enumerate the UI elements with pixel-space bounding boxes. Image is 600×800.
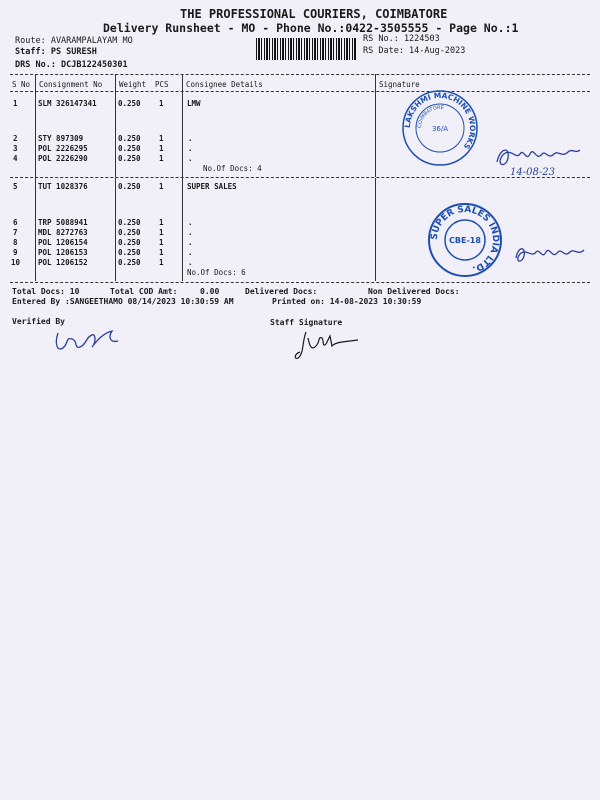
route-label: Route: AVARAMPALAYAM MO	[15, 36, 133, 46]
row-pcs: 1	[159, 154, 164, 163]
staff-signature-label: Staff Signature	[270, 318, 343, 327]
staff-signature	[292, 328, 362, 362]
row-sno: 10	[11, 258, 21, 267]
lmw-stamp	[400, 88, 480, 168]
col-divider-1b	[35, 178, 36, 281]
row-weight: 0.250	[118, 218, 141, 227]
verified-by-label: Verified By	[12, 317, 65, 326]
row-details: LMW	[187, 99, 201, 108]
row-weight: 0.250	[118, 248, 141, 257]
row-weight: 0.250	[118, 258, 141, 267]
lmw-stamp-center: 36/A	[431, 125, 449, 133]
row-weight: 0.250	[118, 228, 141, 237]
row-pcs: 1	[159, 238, 164, 247]
row-weight: 0.250	[118, 99, 141, 108]
drs-number: DRS No.: DCJB122450301	[15, 60, 128, 70]
svg-text:LAKSHMI MACHINE WORKS	[403, 91, 477, 151]
col-divider-3	[182, 74, 183, 177]
table-top-rule	[10, 74, 590, 75]
lmw-stamp-outer-text: LAKSHMI MACHINE WORKS	[402, 90, 478, 151]
col-header-consignment: Consignment No	[39, 80, 103, 89]
group-2-rule	[10, 282, 590, 283]
docs-count-group-2: No.Of Docs: 6	[187, 268, 246, 277]
row-weight: 0.250	[118, 144, 141, 153]
row-consignment: POL 2226290	[38, 154, 88, 163]
row-pcs: 1	[159, 182, 164, 191]
row-details: .	[188, 154, 193, 163]
rs-number: RS No.: 1224503	[363, 34, 440, 44]
document-title: THE PROFESSIONAL COURIERS, COIMBATORE	[180, 7, 448, 21]
header-bottom-rule	[10, 91, 590, 92]
col-divider-4b	[375, 178, 376, 281]
row-consignment: POL 1206154	[38, 238, 88, 247]
row-consignment: TRP 5088941	[38, 218, 88, 227]
col-header-consignee: Consignee Details	[186, 80, 263, 89]
row-consignment: TUT 1028376	[38, 182, 88, 191]
signature-2	[512, 240, 592, 270]
super-sales-stamp	[425, 200, 505, 280]
row-pcs: 1	[159, 248, 164, 257]
row-details: SUPER SALES	[187, 182, 237, 191]
row-details: .	[188, 134, 193, 143]
col-header-signature: Signature	[379, 80, 420, 89]
row-sno: 6	[13, 218, 18, 227]
row-details: .	[188, 258, 193, 267]
row-weight: 0.250	[118, 154, 141, 163]
row-sno: 1	[13, 99, 18, 108]
handwritten-date: 14-08-23	[510, 167, 555, 178]
lmw-stamp-inner-text: COIMBATORE	[416, 104, 445, 129]
col-divider-1	[35, 74, 36, 177]
row-sno: 3	[13, 144, 18, 153]
row-weight: 0.250	[118, 182, 141, 191]
row-consignment: SLM 326147341	[38, 99, 97, 108]
col-divider-4	[375, 74, 376, 177]
rs-date: RS Date: 14-Aug-2023	[363, 46, 466, 56]
row-sno: 4	[13, 154, 18, 163]
row-pcs: 1	[159, 144, 164, 153]
total-docs: Total Docs: 10	[12, 287, 80, 296]
total-cod-label: Total COD Amt:	[110, 287, 178, 296]
non-delivered-docs: Non Delivered Docs:	[368, 287, 460, 296]
barcode	[256, 38, 356, 60]
delivered-docs: Delivered Docs:	[245, 287, 318, 296]
row-sno: 9	[13, 248, 18, 257]
row-pcs: 1	[159, 258, 164, 267]
entered-by: Entered By :SANGEETHAMO 08/14/2023 10:30:59 AM	[12, 297, 234, 306]
super-sales-stamp-outer-text: SUPER SALES INDIA LTD.	[429, 204, 501, 274]
row-sno: 7	[13, 228, 18, 237]
row-pcs: 1	[159, 99, 164, 108]
row-pcs: 1	[159, 134, 164, 143]
row-pcs: 1	[159, 218, 164, 227]
staff-label: Staff: PS SURESH	[15, 47, 97, 57]
row-pcs: 1	[159, 228, 164, 237]
row-consignment: POL 2226295	[38, 144, 88, 153]
total-cod-value: 0.00	[200, 287, 220, 296]
row-consignment: POL 1206153	[38, 248, 88, 257]
col-divider-2b	[115, 178, 116, 281]
row-details: .	[188, 218, 193, 227]
printed-on: Printed on: 14-08-2023 10:30:59	[272, 297, 422, 306]
row-sno: 8	[13, 238, 18, 247]
row-weight: 0.250	[118, 134, 141, 143]
row-weight: 0.250	[118, 238, 141, 247]
row-details: .	[188, 238, 193, 247]
row-details: .	[188, 228, 193, 237]
row-sno: 5	[13, 182, 18, 191]
col-header-sno: S No	[12, 80, 31, 89]
row-consignment: STY 897309	[38, 134, 84, 143]
row-consignment: MDL 8272763	[38, 228, 88, 237]
col-divider-2	[115, 74, 116, 177]
runsheet-subtitle: Delivery Runsheet - MO - Phone No.:0422-3505555 - Page No.:1	[103, 21, 519, 35]
row-details: .	[188, 248, 193, 257]
verified-signature	[52, 325, 122, 357]
super-sales-stamp-center: CBE-18	[449, 236, 481, 245]
row-sno: 2	[13, 134, 18, 143]
col-divider-3b	[182, 178, 183, 281]
row-consignment: POL 1206152	[38, 258, 88, 267]
col-header-weight: Weight	[119, 80, 147, 89]
col-header-pcs: PCS	[155, 80, 169, 89]
docs-count-group-1: No.Of Docs: 4	[203, 164, 262, 173]
row-details: .	[188, 144, 193, 153]
